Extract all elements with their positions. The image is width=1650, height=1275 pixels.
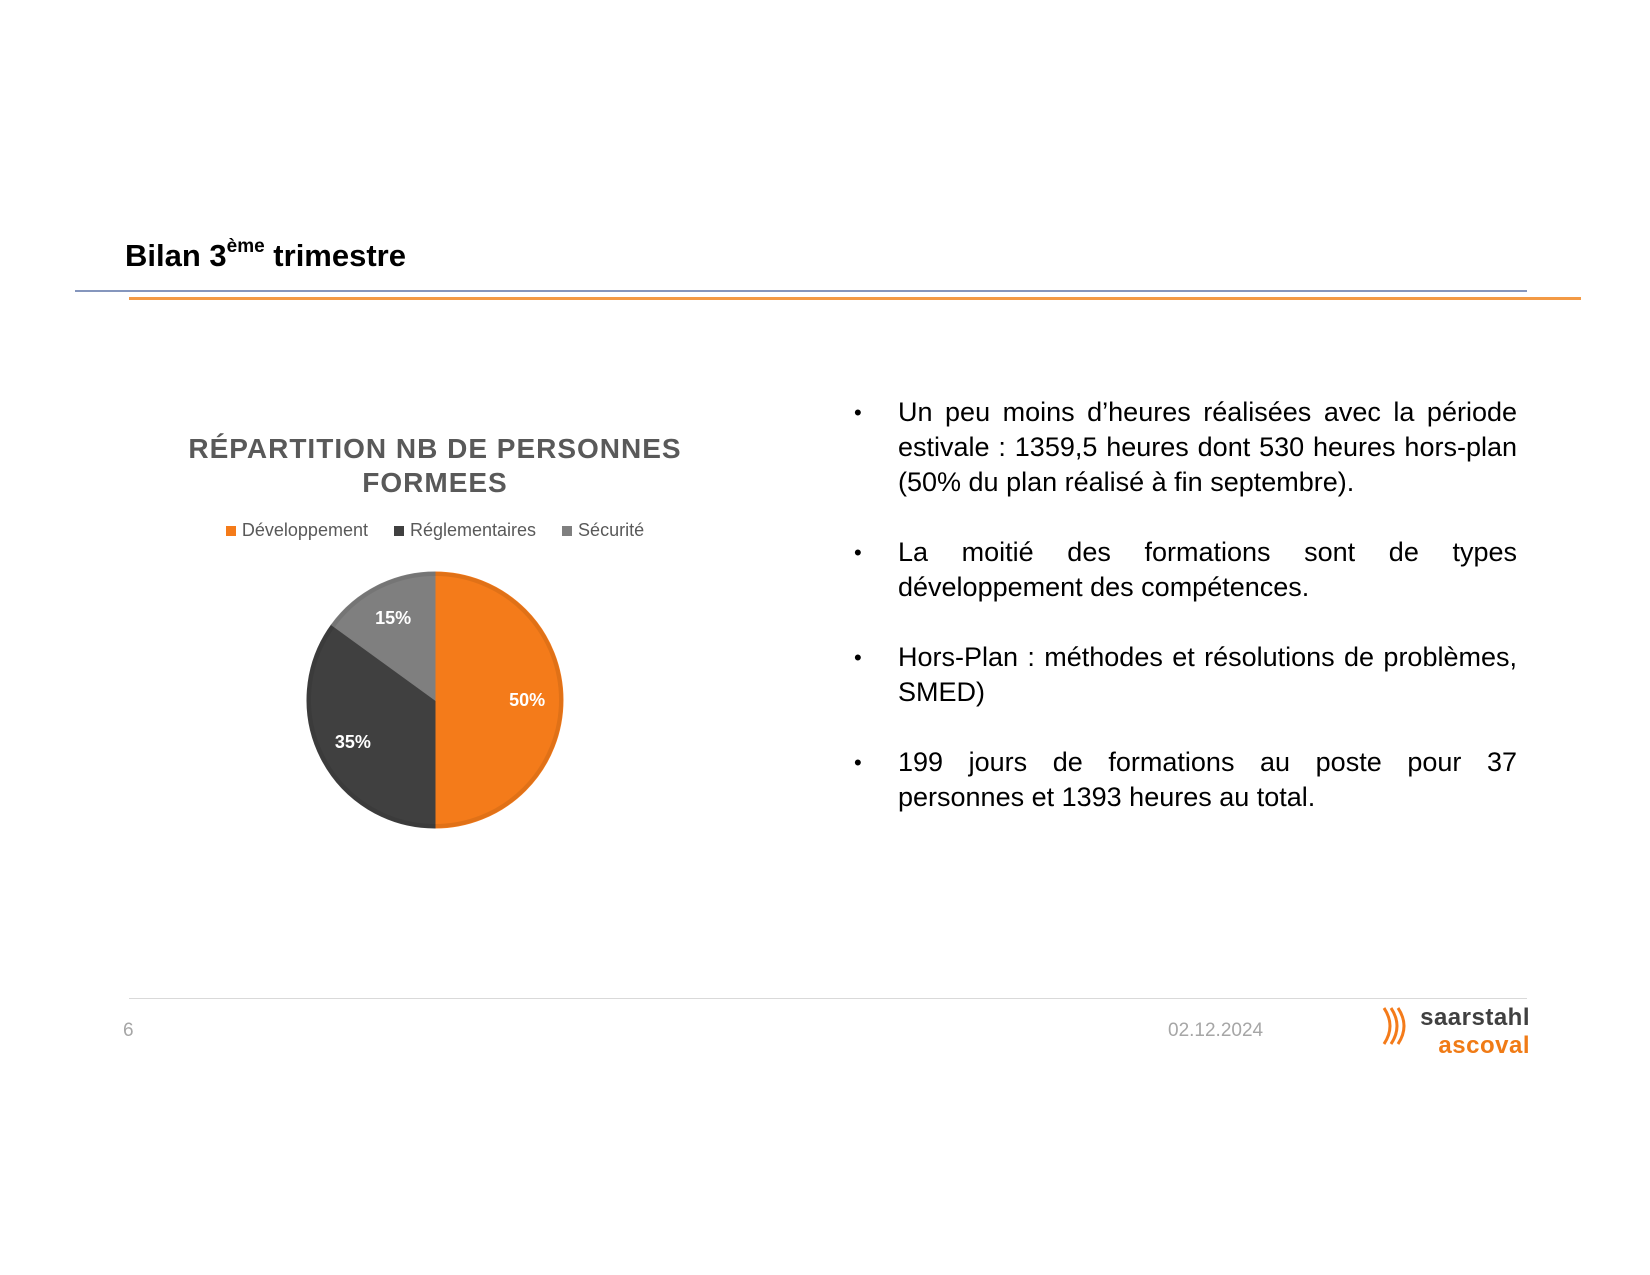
- logo-text-saarstahl: saarstahl: [1420, 1004, 1530, 1031]
- legend-item-reglementaires: [394, 520, 536, 541]
- chart-title: RÉPARTITION NB DE PERSONNES FORMEES: [188, 433, 682, 498]
- legend-label: Développement: [241, 520, 368, 540]
- logo-swoosh-icon: [1380, 1006, 1414, 1046]
- bullet-item: • 199 jours de formations au poste pour 37 personnes et 1393 heures au total.: [850, 745, 1517, 815]
- legend-item-developpement: [226, 520, 368, 541]
- slide-title: [125, 235, 406, 274]
- legend-swatch: [562, 526, 572, 536]
- title-rule-orange: [129, 297, 1581, 300]
- footer-rule: [129, 998, 1527, 999]
- slide-title-superscript: ème: [226, 235, 265, 257]
- page-number: 6: [123, 1020, 134, 1041]
- logo-text-ascoval: ascoval: [1438, 1032, 1530, 1059]
- legend-swatch: [226, 526, 236, 536]
- legend-label: Sécurité: [578, 520, 645, 540]
- title-rule-blue: [75, 290, 1527, 292]
- slice-label-securite: 15%: [375, 607, 412, 628]
- slice-label-reglementaires: 35%: [334, 731, 371, 752]
- slide-title-rest: trimestre: [264, 238, 406, 273]
- company-logo: [1380, 1004, 1530, 1062]
- slide-title-main: Bilan 3: [125, 238, 227, 273]
- pie-chart: [295, 560, 575, 840]
- bullet-list: [850, 395, 1517, 850]
- bullet-item: • Hors-Plan : méthodes et résolutions de problèmes, SMED): [850, 640, 1517, 710]
- bullet-item: • Un peu moins d’heures réalisées avec la période estivale : 1359,5 heures dont 530 heures hors-plan (50% du plan réalisé à fin septembre).: [850, 395, 1517, 500]
- legend-label: Réglementaires: [409, 520, 537, 540]
- legend-swatch: [394, 526, 404, 536]
- footer-date: 02.12.2024: [1168, 1020, 1264, 1041]
- bullet-item: • La moitié des formations sont de types développement des compétences.: [850, 535, 1517, 605]
- legend-item-securite: [562, 520, 644, 541]
- chart-legend: [150, 520, 720, 541]
- slice-label-developpement: 50%: [509, 690, 546, 710]
